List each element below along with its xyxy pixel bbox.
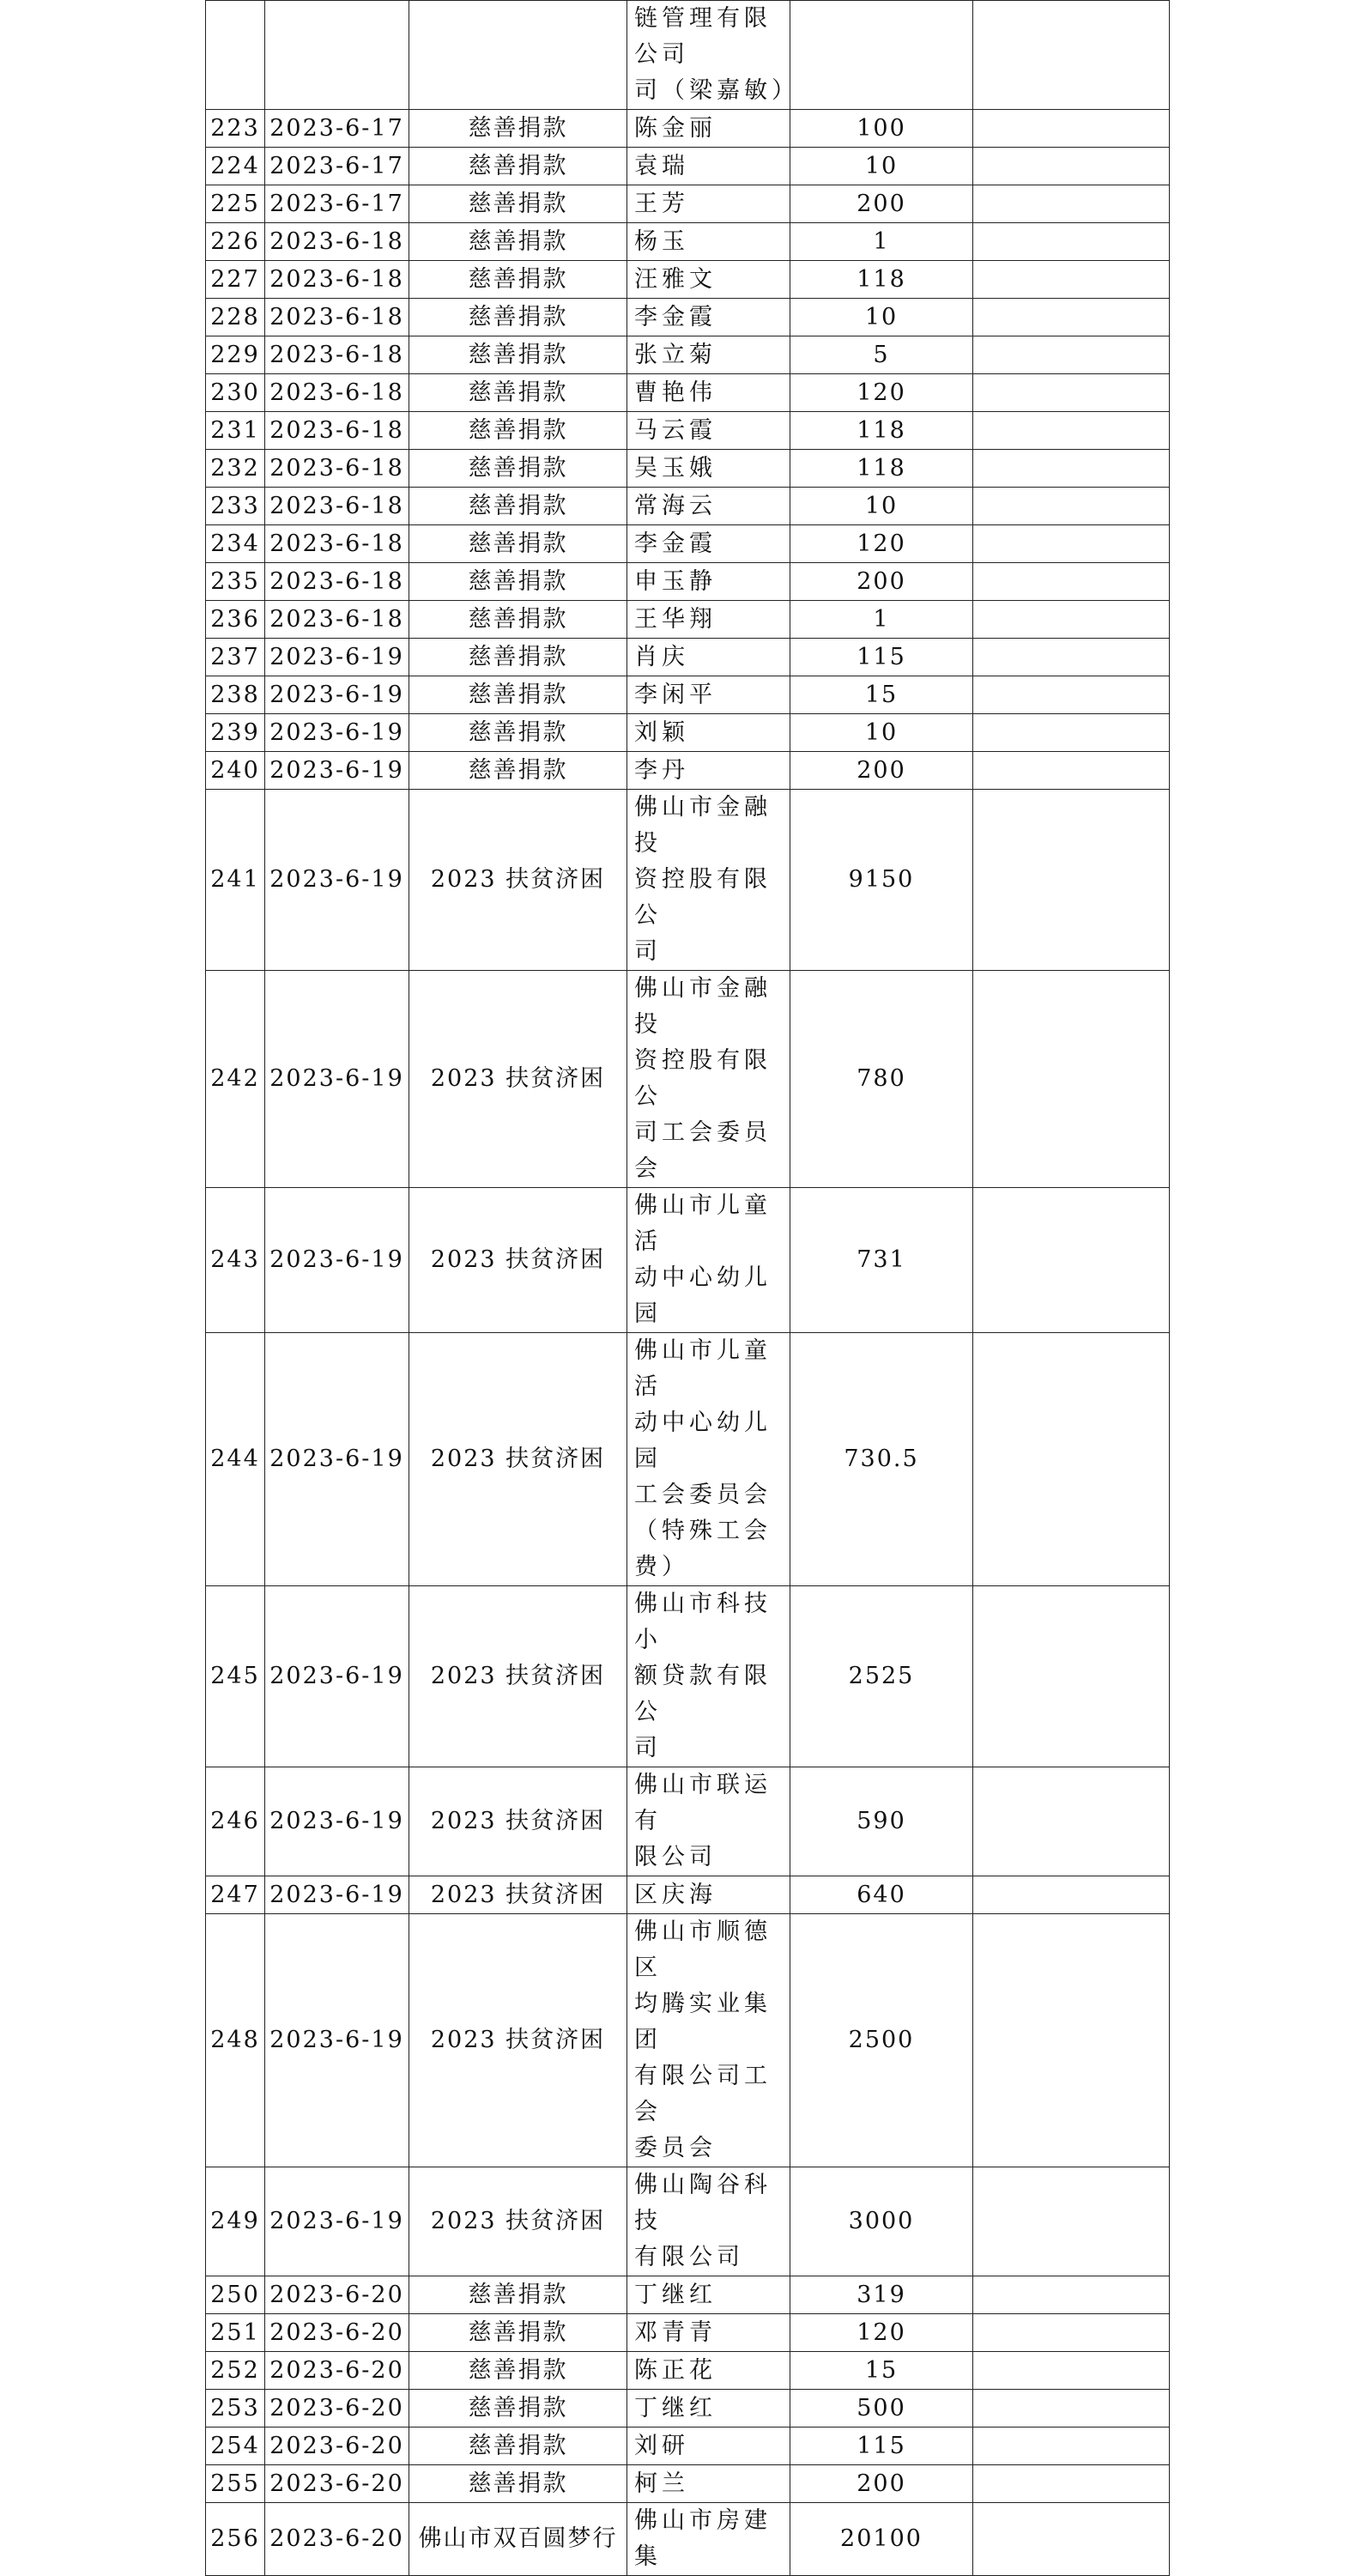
row-amount: 120: [790, 374, 973, 412]
row-purpose: 慈善捐款: [409, 2352, 627, 2390]
row-donor: 邓青青: [627, 2314, 790, 2352]
row-date: 2023-6-19: [265, 1914, 409, 2167]
row-purpose: 慈善捐款: [409, 2390, 627, 2428]
row-amount: 115: [790, 639, 973, 676]
row-donor: 区庆海: [627, 1876, 790, 1914]
row-donor: 王芳: [627, 185, 790, 223]
row-date: 2023-6-18: [265, 223, 409, 261]
table-row: [206, 563, 1170, 601]
row-purpose: 2023 扶贫济困: [409, 1188, 627, 1333]
row-purpose: 慈善捐款: [409, 299, 627, 336]
table-row: [206, 488, 1170, 525]
row-date: 2023-6-18: [265, 563, 409, 601]
table-row: [206, 639, 1170, 676]
row-number: 254: [206, 2428, 265, 2465]
table-row: [206, 790, 1170, 971]
row-donor: 肖庆: [627, 639, 790, 676]
row-donor: 丁继红: [627, 2276, 790, 2314]
table-row: [206, 2276, 1170, 2314]
row-number: 243: [206, 1188, 265, 1333]
row-remark: [973, 185, 1170, 223]
row-remark: [973, 790, 1170, 971]
row-number: 249: [206, 2167, 265, 2276]
row-amount: 200: [790, 752, 973, 790]
row-purpose: 2023 扶贫济困: [409, 790, 627, 971]
row-number: 251: [206, 2314, 265, 2352]
row-amount: 15: [790, 2352, 973, 2390]
row-number: 226: [206, 223, 265, 261]
row-donor: 佛山市儿童活 动中心幼儿园: [627, 1188, 790, 1333]
row-number: 238: [206, 676, 265, 714]
row-donor: 柯兰: [627, 2465, 790, 2503]
row-amount: 10: [790, 714, 973, 752]
row-amount: 200: [790, 185, 973, 223]
row-date: 2023-6-18: [265, 488, 409, 525]
row-donor: 张立菊: [627, 336, 790, 374]
row-remark: [973, 2390, 1170, 2428]
row-donor: 佛山市科技小 额贷款有限公 司: [627, 1586, 790, 1767]
row-date: 2023-6-18: [265, 525, 409, 563]
row-donor: 李金霞: [627, 299, 790, 336]
row-purpose: 2023 扶贫济困: [409, 2167, 627, 2276]
row-date: 2023-6-17: [265, 185, 409, 223]
table-row: [206, 1586, 1170, 1767]
row-purpose: 慈善捐款: [409, 563, 627, 601]
row-remark: [973, 412, 1170, 450]
row-amount: 3000: [790, 2167, 973, 2276]
row-amount: 10: [790, 148, 973, 185]
row-number: 248: [206, 1914, 265, 2167]
row-number: 241: [206, 790, 265, 971]
row-purpose: 慈善捐款: [409, 488, 627, 525]
table-row: [206, 110, 1170, 148]
row-remark: [973, 1914, 1170, 2167]
donation-table-body: [206, 1, 1170, 2576]
row-amount: 118: [790, 412, 973, 450]
table-row: [206, 714, 1170, 752]
row-remark: [973, 676, 1170, 714]
row-number: 247: [206, 1876, 265, 1914]
row-amount: 1: [790, 601, 973, 639]
row-donor: 申玉静: [627, 563, 790, 601]
row-remark: [973, 525, 1170, 563]
row-number: 230: [206, 374, 265, 412]
table-row: [206, 2390, 1170, 2428]
table-row: [206, 1333, 1170, 1586]
table-row: [206, 1188, 1170, 1333]
row-date: 2023-6-20: [265, 2465, 409, 2503]
row-amount: 590: [790, 1767, 973, 1876]
row-donor: 刘颖: [627, 714, 790, 752]
row-purpose: 慈善捐款: [409, 714, 627, 752]
row-donor: 佛山市金融投 资控股有限公 司: [627, 790, 790, 971]
row-donor: 马云霞: [627, 412, 790, 450]
row-remark: [973, 374, 1170, 412]
row-date: 2023-6-18: [265, 601, 409, 639]
row-remark: [973, 1188, 1170, 1333]
row-donor: 链管理有限公司 司（梁嘉敏）: [627, 1, 790, 110]
row-amount: 5: [790, 336, 973, 374]
row-number: 225: [206, 185, 265, 223]
table-row: [206, 374, 1170, 412]
row-date: 2023-6-19: [265, 639, 409, 676]
row-amount: 118: [790, 450, 973, 488]
row-amount: 120: [790, 2314, 973, 2352]
row-number: [206, 1, 265, 110]
row-number: 239: [206, 714, 265, 752]
row-amount: 120: [790, 525, 973, 563]
row-purpose: 慈善捐款: [409, 336, 627, 374]
row-amount: 9150: [790, 790, 973, 971]
row-number: 229: [206, 336, 265, 374]
row-amount: 10: [790, 299, 973, 336]
row-remark: [973, 488, 1170, 525]
row-purpose: 慈善捐款: [409, 752, 627, 790]
row-donor: 王华翔: [627, 601, 790, 639]
row-date: 2023-6-19: [265, 752, 409, 790]
row-purpose: 慈善捐款: [409, 2276, 627, 2314]
row-amount: 640: [790, 1876, 973, 1914]
row-number: 223: [206, 110, 265, 148]
row-date: 2023-6-18: [265, 374, 409, 412]
row-amount: 15: [790, 676, 973, 714]
row-remark: [973, 110, 1170, 148]
row-purpose: 慈善捐款: [409, 525, 627, 563]
row-purpose: 2023 扶贫济困: [409, 1586, 627, 1767]
row-date: 2023-6-19: [265, 1876, 409, 1914]
row-donor: 佛山市金融投 资控股有限公 司工会委员会: [627, 971, 790, 1188]
row-number: 240: [206, 752, 265, 790]
table-row: [206, 1, 1170, 110]
row-remark: [973, 1, 1170, 110]
row-remark: [973, 2503, 1170, 2576]
row-date: 2023-6-19: [265, 714, 409, 752]
row-purpose: 慈善捐款: [409, 2314, 627, 2352]
row-date: 2023-6-20: [265, 2314, 409, 2352]
row-amount: 500: [790, 2390, 973, 2428]
row-number: 237: [206, 639, 265, 676]
row-number: 231: [206, 412, 265, 450]
row-number: 246: [206, 1767, 265, 1876]
row-donor: 李闲平: [627, 676, 790, 714]
row-number: 255: [206, 2465, 265, 2503]
row-purpose: 慈善捐款: [409, 261, 627, 299]
row-remark: [973, 148, 1170, 185]
table-row: [206, 2503, 1170, 2576]
row-date: 2023-6-18: [265, 450, 409, 488]
row-number: 224: [206, 148, 265, 185]
row-donor: 佛山市儿童活 动中心幼儿园 工会委员会 （特殊工会 费）: [627, 1333, 790, 1586]
row-date: 2023-6-18: [265, 336, 409, 374]
row-donor: 丁继红: [627, 2390, 790, 2428]
row-number: 244: [206, 1333, 265, 1586]
row-purpose: 2023 扶贫济困: [409, 1876, 627, 1914]
row-date: 2023-6-19: [265, 1188, 409, 1333]
row-date: 2023-6-20: [265, 2503, 409, 2576]
row-remark: [973, 2167, 1170, 2276]
row-donor: 曹艳伟: [627, 374, 790, 412]
row-donor: 李丹: [627, 752, 790, 790]
row-purpose: 慈善捐款: [409, 223, 627, 261]
row-donor: 刘研: [627, 2428, 790, 2465]
row-donor: 袁瑞: [627, 148, 790, 185]
row-amount: [790, 1, 973, 110]
table-row: [206, 261, 1170, 299]
table-row: [206, 525, 1170, 563]
row-amount: 118: [790, 261, 973, 299]
row-remark: [973, 2428, 1170, 2465]
table-row: [206, 971, 1170, 1188]
row-amount: 730.5: [790, 1333, 973, 1586]
table-row: [206, 299, 1170, 336]
row-number: 234: [206, 525, 265, 563]
row-remark: [973, 261, 1170, 299]
row-date: 2023-6-20: [265, 2276, 409, 2314]
row-purpose: 慈善捐款: [409, 676, 627, 714]
row-date: 2023-6-18: [265, 299, 409, 336]
row-remark: [973, 2314, 1170, 2352]
table-row: [206, 2352, 1170, 2390]
row-date: 2023-6-19: [265, 971, 409, 1188]
row-remark: [973, 971, 1170, 1188]
row-date: 2023-6-20: [265, 2390, 409, 2428]
row-remark: [973, 336, 1170, 374]
row-remark: [973, 1876, 1170, 1914]
row-purpose: 慈善捐款: [409, 412, 627, 450]
row-number: 253: [206, 2390, 265, 2428]
row-number: 235: [206, 563, 265, 601]
row-number: 233: [206, 488, 265, 525]
row-donor: 杨玉: [627, 223, 790, 261]
row-purpose: 佛山市双百圆梦行: [409, 2503, 627, 2576]
row-remark: [973, 1333, 1170, 1586]
row-amount: 200: [790, 2465, 973, 2503]
row-amount: 200: [790, 563, 973, 601]
table-row: [206, 450, 1170, 488]
row-amount: 100: [790, 110, 973, 148]
row-remark: [973, 601, 1170, 639]
row-amount: 319: [790, 2276, 973, 2314]
row-date: 2023-6-18: [265, 412, 409, 450]
row-remark: [973, 1586, 1170, 1767]
row-donor: 佛山陶谷科技 有限公司: [627, 2167, 790, 2276]
row-purpose: 慈善捐款: [409, 2465, 627, 2503]
row-donor: 李金霞: [627, 525, 790, 563]
row-purpose: 2023 扶贫济困: [409, 971, 627, 1188]
row-date: 2023-6-17: [265, 148, 409, 185]
table-row: [206, 1876, 1170, 1914]
row-donor: 陈金丽: [627, 110, 790, 148]
row-amount: 2525: [790, 1586, 973, 1767]
row-purpose: 慈善捐款: [409, 374, 627, 412]
row-number: 232: [206, 450, 265, 488]
row-purpose: 慈善捐款: [409, 639, 627, 676]
row-purpose: 慈善捐款: [409, 110, 627, 148]
row-amount: 115: [790, 2428, 973, 2465]
row-donor: 佛山市顺德区 均腾实业集团 有限公司工会 委员会: [627, 1914, 790, 2167]
table-row: [206, 676, 1170, 714]
donation-table: [205, 0, 1170, 2576]
table-row: [206, 2428, 1170, 2465]
table-row: [206, 185, 1170, 223]
table-row: [206, 2167, 1170, 2276]
row-remark: [973, 2465, 1170, 2503]
row-date: 2023-6-18: [265, 261, 409, 299]
row-donor: 常海云: [627, 488, 790, 525]
table-row: [206, 223, 1170, 261]
row-remark: [973, 223, 1170, 261]
table-row: [206, 1914, 1170, 2167]
row-remark: [973, 2276, 1170, 2314]
row-number: 250: [206, 2276, 265, 2314]
row-donor: 汪雅文: [627, 261, 790, 299]
row-remark: [973, 450, 1170, 488]
row-purpose: 慈善捐款: [409, 2428, 627, 2465]
table-row: [206, 148, 1170, 185]
table-row: [206, 412, 1170, 450]
row-donor: 佛山市房建集: [627, 2503, 790, 2576]
row-donor: 陈正花: [627, 2352, 790, 2390]
table-row: [206, 601, 1170, 639]
row-amount: 10: [790, 488, 973, 525]
row-date: 2023-6-19: [265, 1586, 409, 1767]
row-amount: 780: [790, 971, 973, 1188]
row-date: 2023-6-19: [265, 1767, 409, 1876]
row-remark: [973, 752, 1170, 790]
row-purpose: 慈善捐款: [409, 601, 627, 639]
row-number: 256: [206, 2503, 265, 2576]
row-date: 2023-6-17: [265, 110, 409, 148]
row-purpose: 2023 扶贫济困: [409, 1333, 627, 1586]
table-row: [206, 1767, 1170, 1876]
row-number: 242: [206, 971, 265, 1188]
row-remark: [973, 2352, 1170, 2390]
row-date: 2023-6-20: [265, 2428, 409, 2465]
row-purpose: 2023 扶贫济困: [409, 1914, 627, 2167]
row-date: 2023-6-19: [265, 676, 409, 714]
row-remark: [973, 639, 1170, 676]
row-amount: 20100: [790, 2503, 973, 2576]
table-row: [206, 2465, 1170, 2503]
row-number: 236: [206, 601, 265, 639]
table-row: [206, 336, 1170, 374]
row-remark: [973, 1767, 1170, 1876]
row-date: 2023-6-20: [265, 2352, 409, 2390]
row-amount: 1: [790, 223, 973, 261]
row-donor: 吴玉娥: [627, 450, 790, 488]
row-amount: 2500: [790, 1914, 973, 2167]
row-purpose: [409, 1, 627, 110]
row-date: 2023-6-19: [265, 2167, 409, 2276]
row-date: 2023-6-19: [265, 790, 409, 971]
row-amount: 731: [790, 1188, 973, 1333]
row-number: 227: [206, 261, 265, 299]
row-donor: 佛山市联运有 限公司: [627, 1767, 790, 1876]
row-date: [265, 1, 409, 110]
row-purpose: 2023 扶贫济困: [409, 1767, 627, 1876]
row-number: 252: [206, 2352, 265, 2390]
row-remark: [973, 299, 1170, 336]
row-purpose: 慈善捐款: [409, 148, 627, 185]
row-remark: [973, 563, 1170, 601]
row-purpose: 慈善捐款: [409, 185, 627, 223]
table-row: [206, 752, 1170, 790]
row-remark: [973, 714, 1170, 752]
row-date: 2023-6-19: [265, 1333, 409, 1586]
row-purpose: 慈善捐款: [409, 450, 627, 488]
table-row: [206, 2314, 1170, 2352]
row-number: 228: [206, 299, 265, 336]
row-number: 245: [206, 1586, 265, 1767]
